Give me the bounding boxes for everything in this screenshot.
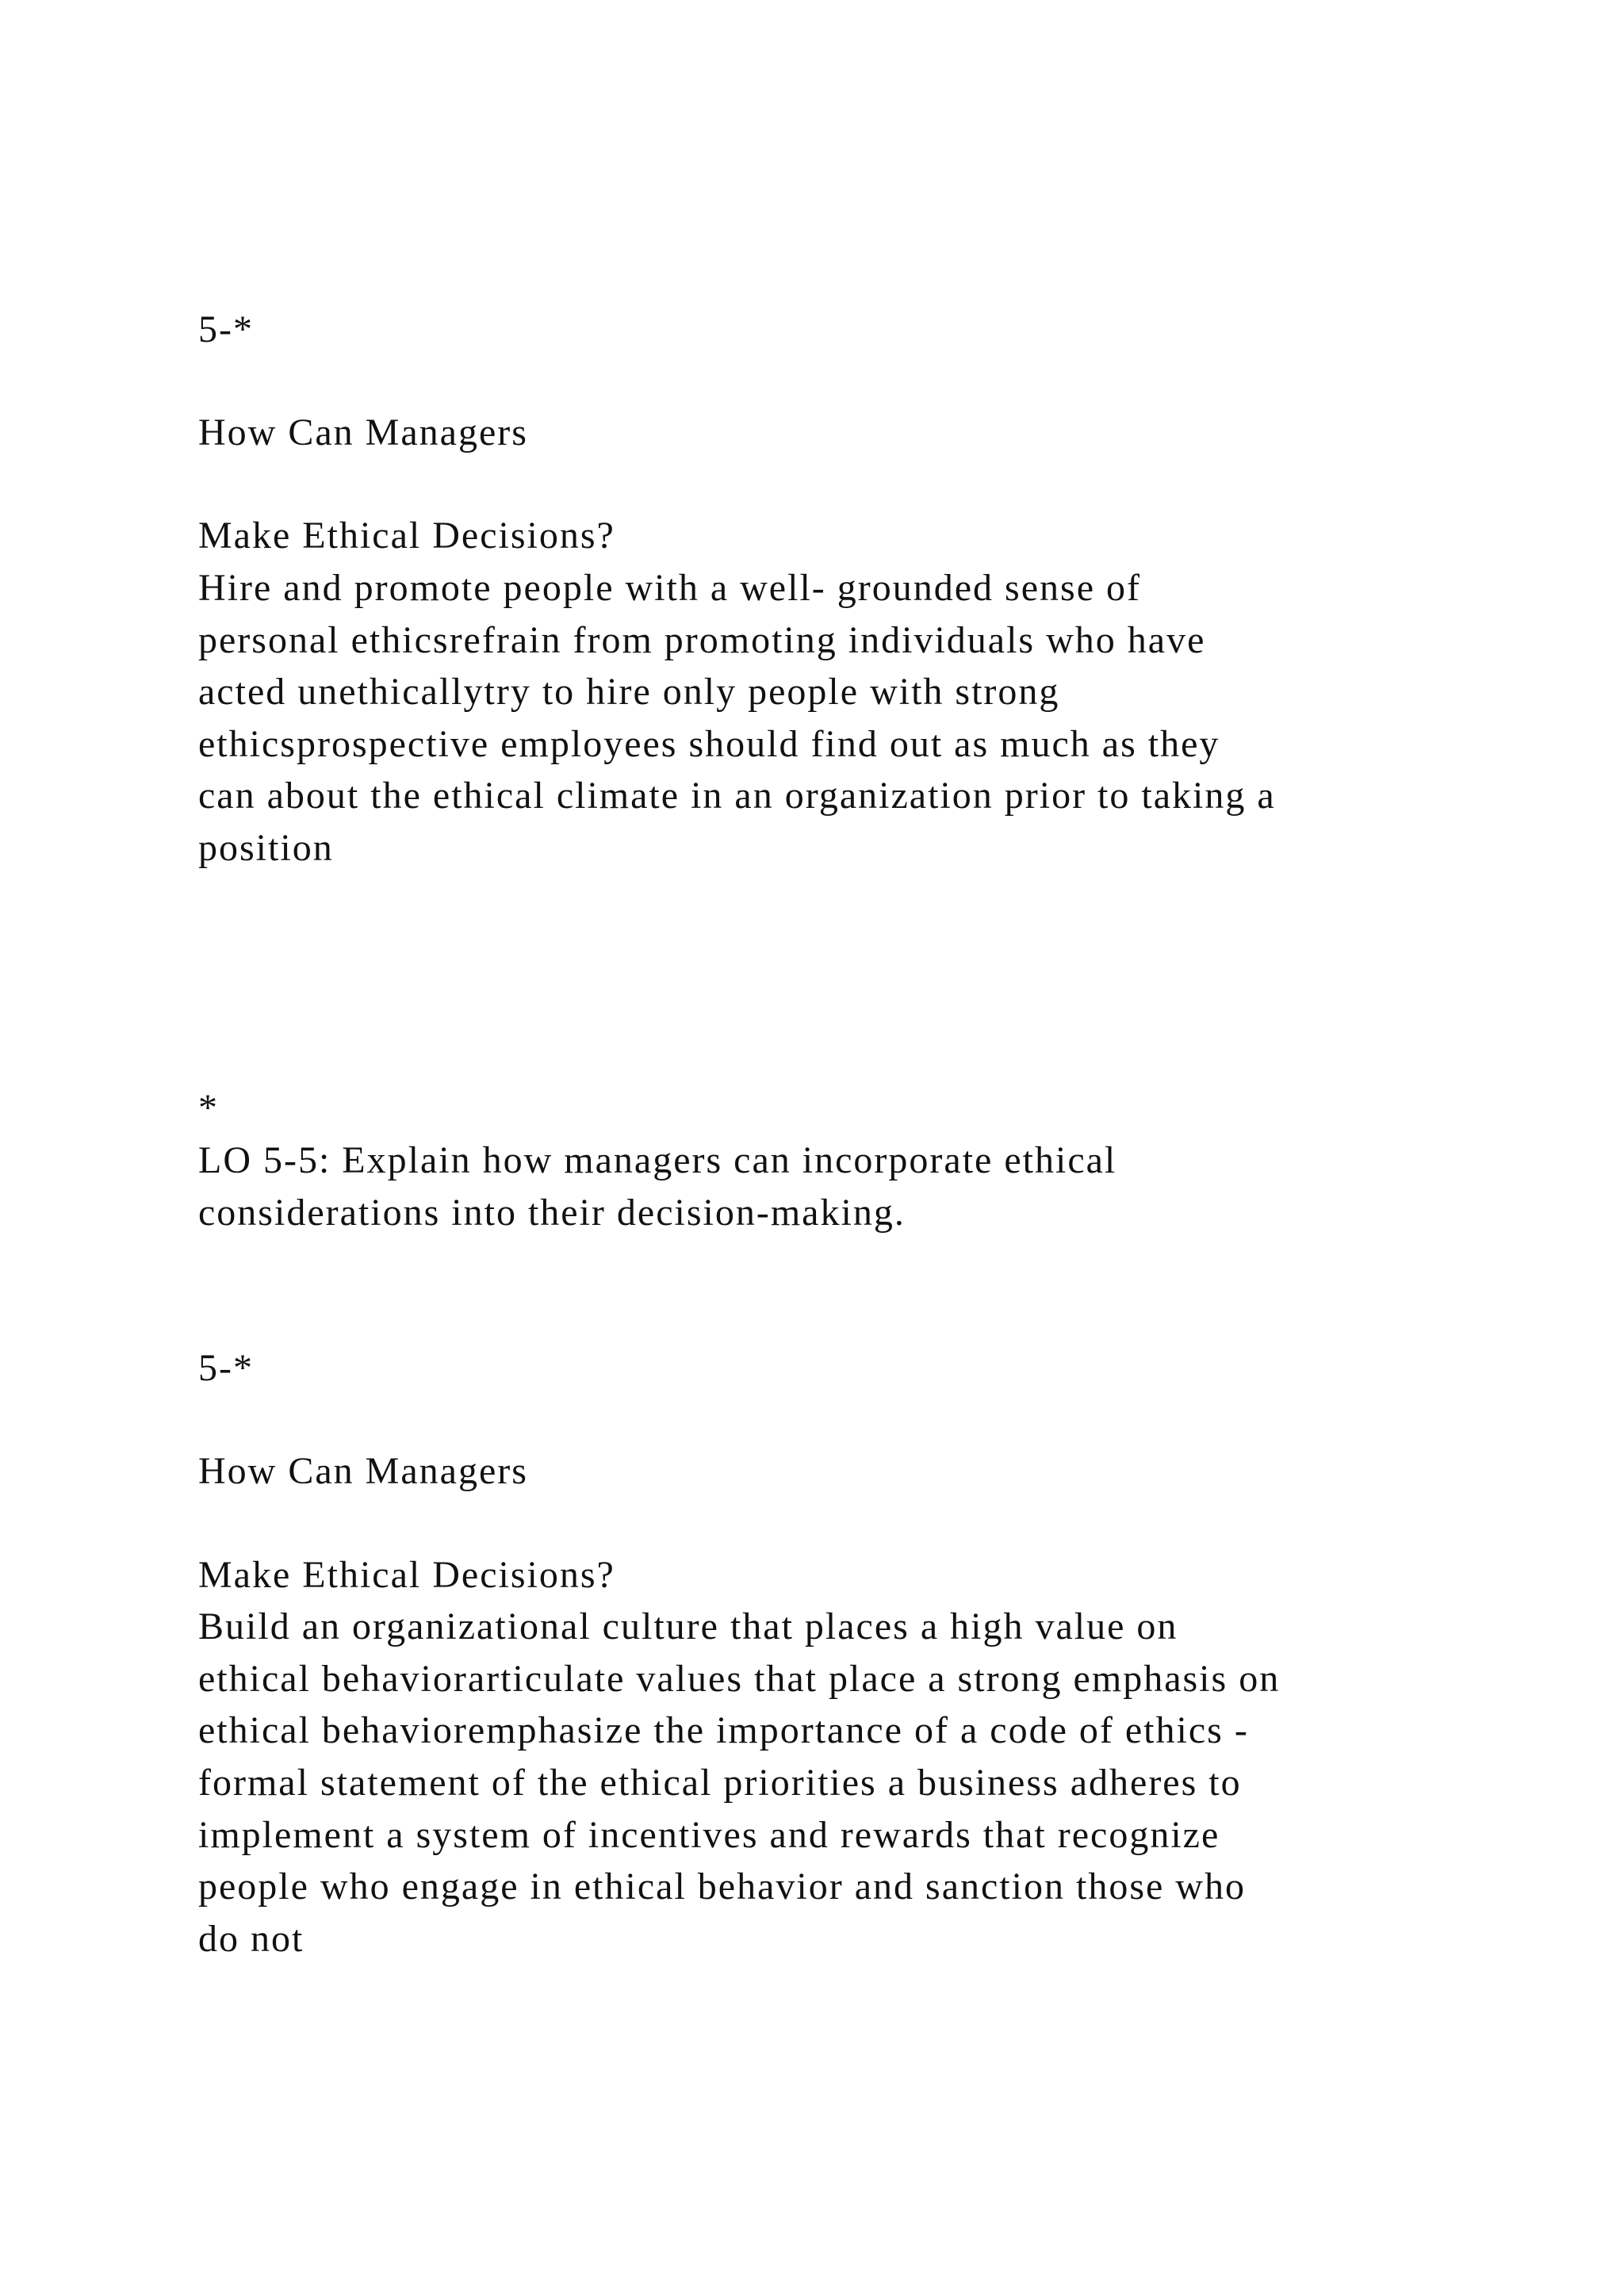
body-line: Build an organizational culture that places a high value on (198, 1605, 1178, 1647)
body-line: personal ethicsrefrain from promoting individuals who have (198, 619, 1206, 661)
body-line: implement a system of incentives and rewards that recognize (198, 1814, 1220, 1856)
body-line: people who engage in ethical behavior and sanction those who (198, 1866, 1246, 1908)
body-line: formal statement of the ethical priorities a business adheres to (198, 1762, 1242, 1804)
body-line: Hire and promote people with a well- grounded sense of (198, 567, 1142, 609)
body-line: ethicsprospective employees should find out as much as they (198, 723, 1220, 765)
learning-objective-line: LO 5-5: Explain how managers can incorporate ethical (198, 1139, 1117, 1181)
notes-marker: * (198, 1087, 219, 1129)
slide-number: 5-* (198, 308, 254, 350)
body-line: position (198, 827, 334, 869)
learning-objective-line: considerations into their decision-making. (198, 1192, 906, 1234)
slide-title-line-2: Make Ethical Decisions? (198, 515, 615, 557)
body-line: ethical behaviorarticulate values that place a strong emphasis on (198, 1658, 1281, 1700)
slide-title-line-2: Make Ethical Decisions? (198, 1554, 615, 1596)
slide-title-line-1: How Can Managers (198, 1450, 528, 1492)
body-line: acted unethicallytry to hire only people with strong (198, 671, 1060, 713)
body-line: do not (198, 1918, 304, 1960)
slide-title-line-1: How Can Managers (198, 411, 528, 453)
body-line: ethical behavioremphasize the importance of a code of ethics - (198, 1709, 1249, 1751)
slide-number: 5-* (198, 1347, 254, 1389)
body-line: can about the ethical climate in an organization prior to taking a (198, 775, 1276, 817)
